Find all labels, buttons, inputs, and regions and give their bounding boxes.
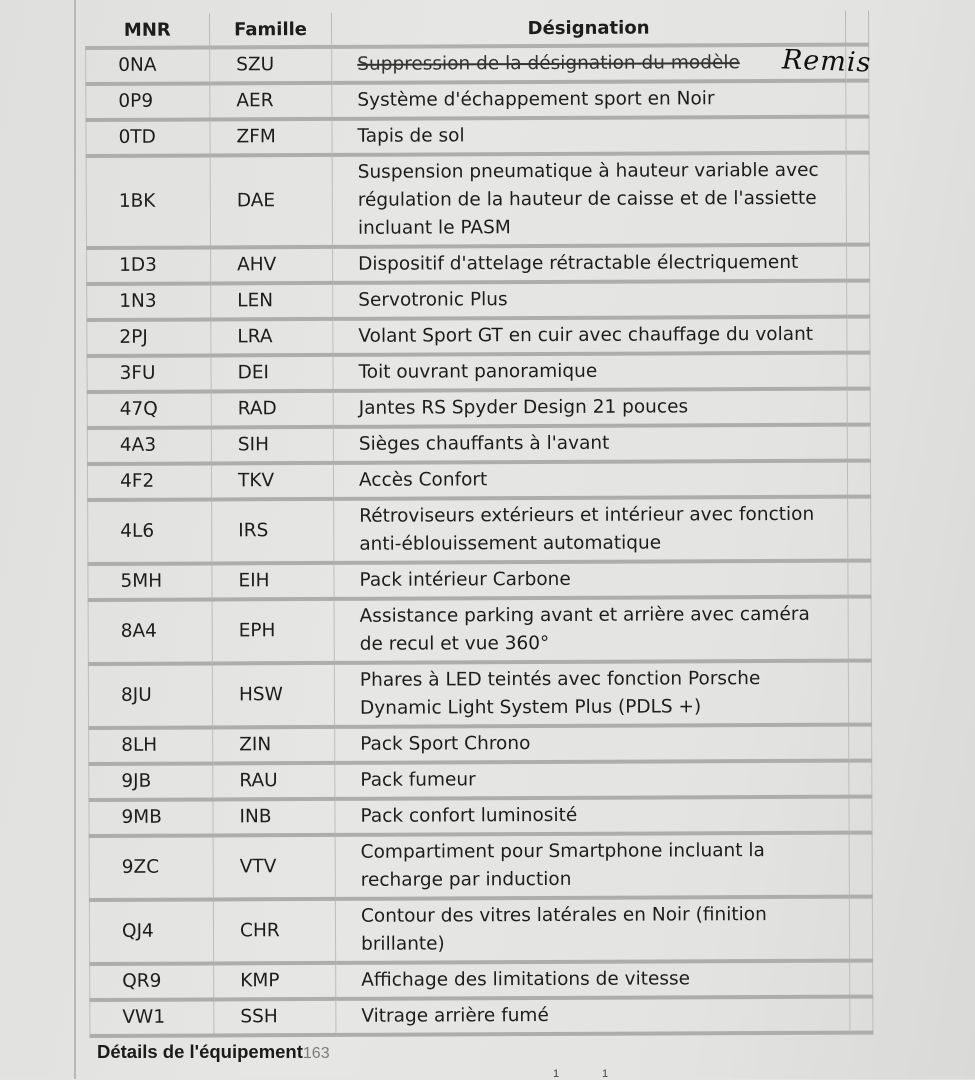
cell-designation: Système d'échappement sport en Noir [332, 81, 846, 119]
cell-designation: Phares à LED teintés avec fonction Porsche Dynamic Light System Plus (PDLS +) [334, 661, 848, 727]
cell-designation: Affichage des limitations de vitesse [336, 961, 850, 999]
cell-famille: ZFM [210, 119, 332, 156]
cell-designation: Assistance parking avant et arrière avec caméra de recul et vue 360° [334, 597, 848, 663]
cell-famille: EPH [212, 599, 334, 664]
cell-mnr: 8JU [88, 663, 212, 728]
cell-mnr: 1BK [86, 155, 210, 248]
table-row [87, 461, 870, 500]
table-row [88, 661, 871, 728]
cell-extra [847, 425, 870, 461]
header-famille: Famille [209, 13, 331, 48]
cell-famille: EIH [212, 563, 334, 600]
cell-famille: IRS [212, 499, 334, 564]
cell-designation: Dispositif d'attelage rétractable électriquement [333, 245, 847, 283]
table-row [90, 961, 873, 1000]
cell-extra [846, 153, 869, 245]
cell-extra [850, 961, 873, 997]
cell-extra [849, 897, 872, 961]
cell-designation: Tapis de sol [332, 117, 846, 155]
cell-mnr: 0TD [86, 119, 210, 156]
cell-famille: SZU [210, 47, 332, 84]
table-row [87, 353, 870, 392]
cell-extra [848, 661, 871, 725]
cell-mnr: 1N3 [87, 283, 211, 320]
cell-mnr: 0P9 [86, 83, 210, 120]
table-row [88, 561, 871, 600]
cell-extra [848, 561, 871, 597]
cell-famille: HSW [212, 663, 334, 728]
cell-extra [847, 461, 870, 497]
cell-mnr: 9ZC [89, 835, 213, 900]
cell-designation: Jantes RS Spyder Design 21 pouces [333, 389, 847, 427]
cell-famille: LRA [211, 319, 333, 356]
cell-designation: Pack Sport Chrono [335, 725, 849, 763]
struck-designation: Suppression de la désignation du modèle [357, 52, 740, 75]
cell-designation: Accès Confort [333, 461, 847, 499]
cell-mnr: 5MH [88, 563, 212, 600]
cell-mnr: 8LH [89, 727, 213, 764]
table-row [86, 153, 869, 248]
header-mnr: MNR [85, 13, 209, 48]
table-row [89, 797, 872, 836]
cell-famille: ZIN [213, 727, 335, 764]
table-row [90, 997, 873, 1036]
cell-famille: AER [210, 83, 332, 120]
handwritten-annotation: Remis [781, 44, 872, 79]
table-row [86, 117, 869, 156]
cell-mnr: 8A4 [88, 599, 212, 664]
cell-mnr: 4L6 [88, 499, 212, 564]
cell-mnr: 9JB [89, 763, 213, 800]
cell-designation: Sièges chauffants à l'avant [333, 425, 847, 463]
cell-extra [847, 317, 870, 353]
cell-mnr: 9MB [89, 799, 213, 836]
cell-designation: Volant Sport GT en cuir avec chauffage du volant [333, 317, 847, 355]
cell-designation: Pack confort luminosité [335, 797, 849, 835]
cell-famille: DEI [211, 355, 333, 392]
cell-famille: SSH [214, 999, 336, 1036]
cell-mnr: QR9 [90, 963, 214, 1000]
cell-famille: DAE [210, 155, 332, 248]
table-row [87, 281, 870, 320]
cell-designation: Pack fumeur [335, 761, 849, 799]
cell-designation: Pack intérieur Carbone [334, 561, 848, 599]
cell-mnr: 4A3 [87, 427, 211, 464]
cell-designation: Compartiment pour Smartphone incluant la recharge par induction [335, 833, 849, 899]
table-row [87, 245, 870, 284]
cell-famille: TKV [211, 463, 333, 500]
cell-extra [847, 389, 870, 425]
cell-mnr: VW1 [90, 999, 214, 1036]
cell-extra [849, 833, 872, 897]
equipment-table [85, 11, 873, 1038]
section-title: Détails de l'équipement [97, 1041, 303, 1062]
cell-famille: LEN [211, 283, 333, 320]
cell-famille: VTV [213, 835, 335, 900]
cell-famille: AHV [211, 247, 333, 284]
table-row [89, 897, 872, 964]
cell-designation: Rétroviseurs extérieurs et intérieur avec fonction anti-éblouissement automatique [334, 497, 848, 563]
cell-designation: Vitrage arrière fumé [336, 997, 850, 1035]
cell-famille: RAU [213, 763, 335, 800]
header-extra [845, 11, 868, 45]
cell-designation [332, 45, 846, 83]
cell-famille: SIH [211, 427, 333, 464]
section-footer [97, 1041, 330, 1063]
cell-mnr: 4F2 [87, 463, 211, 500]
cell-famille: RAD [211, 391, 333, 428]
table-row [89, 761, 872, 800]
table-row [89, 725, 872, 764]
page-margin-line [74, 0, 76, 1079]
cell-extra [849, 725, 872, 761]
cell-designation: Toit ouvrant panoramique [333, 353, 847, 391]
cell-extra [848, 497, 871, 561]
table-row [88, 597, 871, 664]
cell-extra [847, 353, 870, 389]
cell-extra [849, 761, 872, 797]
table-row [89, 833, 872, 900]
table-row [87, 317, 870, 356]
cell-extra [847, 245, 870, 281]
table-row [87, 389, 870, 428]
table-row [86, 81, 869, 120]
cell-extra [850, 997, 873, 1033]
cell-extra [848, 597, 871, 661]
cell-famille: CHR [213, 899, 335, 964]
table-header-row [85, 11, 868, 48]
table-row [86, 45, 869, 84]
footer-mark: 1 [553, 1068, 560, 1080]
cell-designation: Servotronic Plus [333, 281, 847, 319]
cell-mnr: 0NA [86, 47, 210, 84]
cell-mnr: 47Q [87, 391, 211, 428]
cell-designation: Suspension pneumatique à hauteur variable avec régulation de la hauteur de caisse et de l'assiette incluant le PASM [332, 153, 846, 247]
cell-mnr: 2PJ [87, 319, 211, 356]
cell-famille: INB [213, 799, 335, 836]
page-number: 163 [302, 1045, 330, 1062]
cell-extra [849, 797, 872, 833]
cell-extra [847, 281, 870, 317]
header-designation: Désignation [331, 11, 845, 47]
cell-designation: Contour des vitres latérales en Noir (finition brillante) [335, 897, 849, 963]
cell-mnr: 1D3 [87, 247, 211, 284]
cell-extra [846, 81, 869, 117]
cell-mnr: QJ4 [89, 899, 213, 964]
cell-mnr: 3FU [87, 355, 211, 392]
table-row [87, 425, 870, 464]
cell-extra [846, 117, 869, 153]
table-body [86, 45, 873, 1036]
footer-mark: 1 [602, 1068, 609, 1080]
table-row [88, 497, 871, 564]
cell-famille: KMP [214, 963, 336, 1000]
